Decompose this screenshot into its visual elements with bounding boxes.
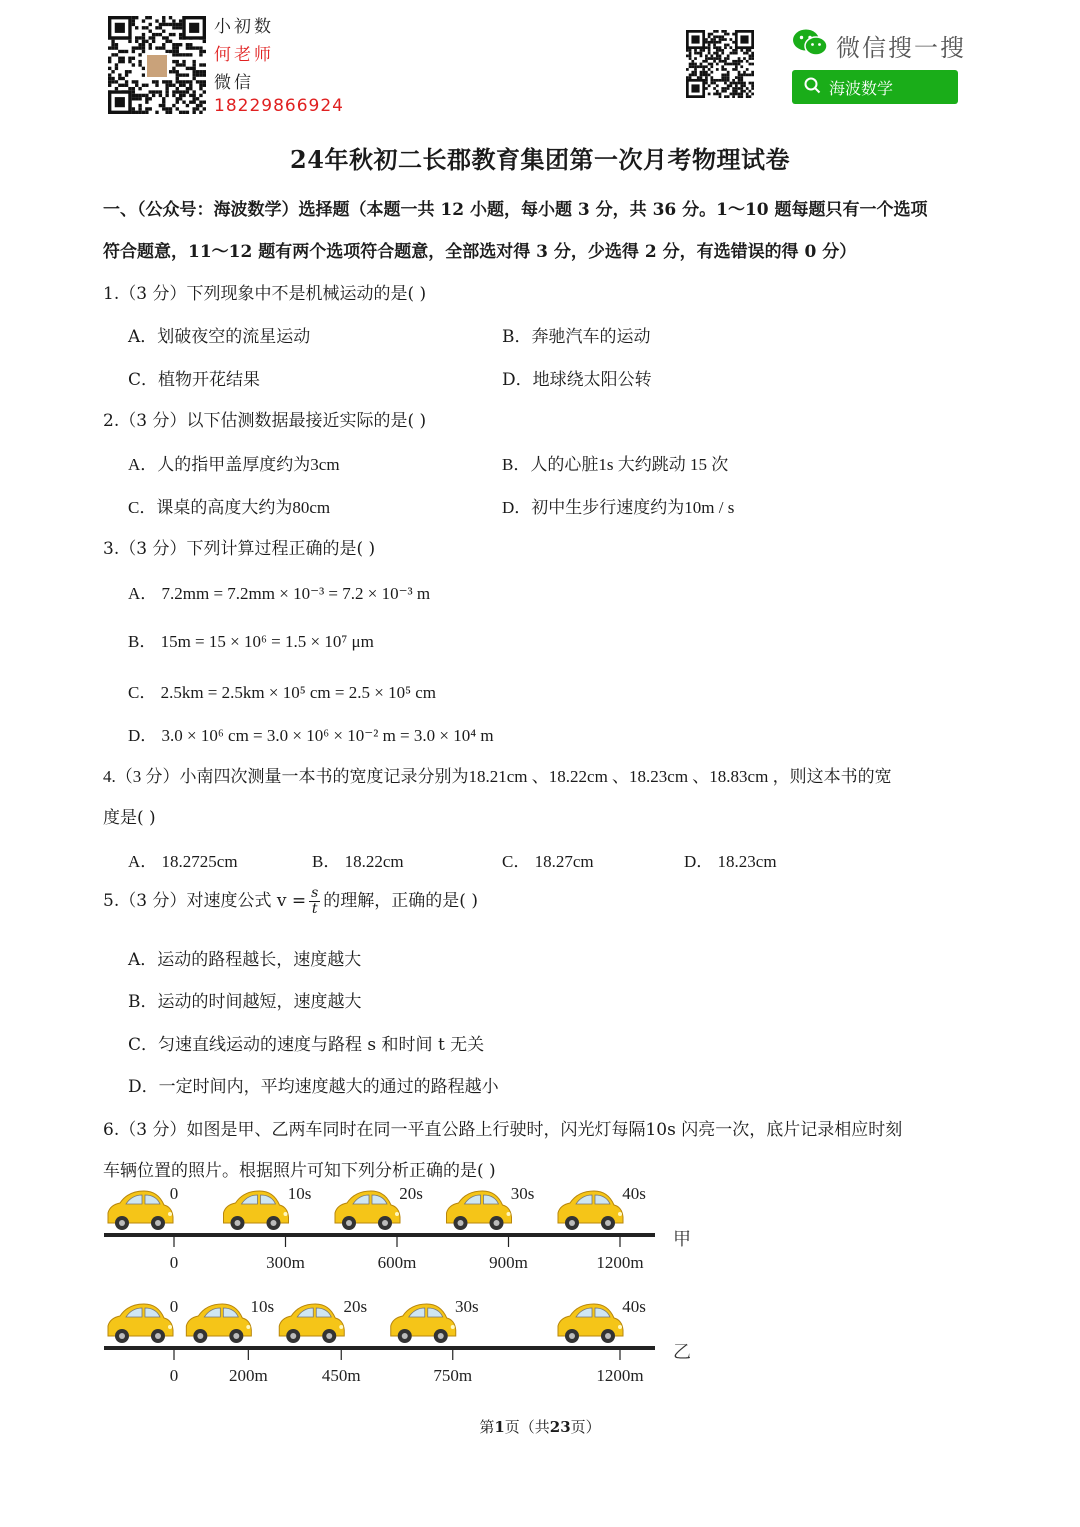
- question-3-option-c: C． 2.5km = 2.5km × 10⁵ cm = 2.5 × 10⁵ cm: [128, 683, 437, 702]
- track-jia-time-label: 30s: [510, 1185, 535, 1203]
- track-jia-distance-label: 900m: [489, 1253, 528, 1272]
- question-2-option-b: B．人的心脏1s 大约跳动 15 次: [502, 455, 729, 474]
- car-motion-figure: [100, 1185, 700, 1395]
- question-5-stem: [103, 886, 478, 917]
- question-6-stem-line2: 车辆位置的照片。根据照片可知下列分析正确的是( ): [103, 1161, 496, 1181]
- question-5-option-d: D．一定时间内，平均速度越大的通过的路程越小: [128, 1077, 499, 1097]
- question-3-option-b: B． 15m = 15 × 10⁶ = 1.5 × 10⁷ μm: [128, 632, 374, 651]
- question-2-stem: 2.（3 分）以下估测数据最接近实际的是( ): [103, 411, 427, 431]
- question-3-option-a: A． 7.2mm = 7.2mm × 10⁻³ = 7.2 × 10⁻³ m: [128, 584, 431, 603]
- track-jia-car: [335, 1191, 400, 1230]
- track-yi-car: [108, 1304, 173, 1343]
- track-yi-time-label: 10s: [250, 1297, 275, 1316]
- track-yi-car: [186, 1304, 251, 1343]
- track-jia-time-label: 0: [169, 1185, 179, 1203]
- question-1-option-d: D．地球绕太阳公转: [502, 370, 652, 390]
- track-yi-distance-label: 1200m: [596, 1366, 644, 1385]
- question-4-option-c: C． 18.27cm: [502, 852, 594, 871]
- track-jia-distance-label: 600m: [377, 1253, 417, 1272]
- track-yi-car: [391, 1304, 456, 1343]
- fraction-denominator: t: [311, 901, 318, 917]
- contact-line-teacher: 何老师: [214, 45, 274, 65]
- question-5-stem-post: 的理解，正确的是( ): [323, 891, 478, 911]
- track-jia-time-label: 20s: [399, 1185, 423, 1203]
- track-yi-distance-label: 450m: [321, 1366, 361, 1385]
- track-yi-distance-label: 750m: [433, 1366, 473, 1385]
- qr-code-left: [108, 16, 206, 114]
- track-yi-time-label: 20s: [343, 1297, 368, 1316]
- question-3-stem: 3.（3 分）下列计算过程正确的是( ): [103, 539, 376, 559]
- question-1-option-c: C．植物开花结果: [128, 370, 261, 390]
- question-5-option-b: B．运动的时间越短，速度越大: [128, 992, 362, 1012]
- track-yi-car: [279, 1304, 344, 1343]
- wechat-logo-icon: [792, 28, 828, 58]
- track-jia-label: 甲: [673, 1229, 691, 1250]
- track-jia-time-label: 10s: [287, 1185, 312, 1203]
- question-6-stem-line1: 6.（3 分）如图是甲、乙两车同时在同一平直公路上行驶时，闪光灯每隔10s 闪亮一次，底片记录相应时刻: [103, 1120, 903, 1140]
- question-5-stem-pre: 5.（3 分）对速度公式 v =: [103, 891, 307, 911]
- question-1-stem: 1.（3 分）下列现象中不是机械运动的是( ): [103, 284, 427, 304]
- search-text: 海波数学: [829, 78, 894, 98]
- page-footer: [0, 1416, 1080, 1437]
- footer-pre: 第: [479, 1418, 495, 1436]
- question-2-option-c: C．课桌的高度大约为80cm: [128, 498, 331, 517]
- contact-phone: 18229866924: [214, 96, 344, 116]
- track-yi-time-label: 40s: [622, 1297, 646, 1316]
- question-4-stem-line2: 度是( ): [103, 808, 156, 828]
- speed-formula-fraction: [309, 886, 320, 917]
- track-jia-car: [224, 1191, 289, 1230]
- question-4-stem-line1: 4.（3 分）小南四次测量一本书的宽度记录分别为18.21cm 、18.22cm 、18.23cm 、18.83cm ，则这本书的宽: [103, 767, 892, 786]
- track-yi-car: [558, 1304, 623, 1343]
- section-header-line1: 一、（公众号：海波数学）选择题（本题一共 12 小题，每小题 3 分，共 36 分。1～10 题每题只有一个选项: [103, 200, 928, 220]
- track-yi-distance-label: 0: [169, 1366, 179, 1385]
- avatar: [146, 54, 168, 78]
- track-yi-label: 乙: [673, 1342, 691, 1363]
- track-jia-time-label: 40s: [622, 1185, 646, 1203]
- track-jia-car: [447, 1191, 512, 1230]
- question-5-option-c: C．匀速直线运动的速度与路程 s 和时间 t 无关: [128, 1035, 485, 1055]
- footer-post: 页）: [570, 1418, 601, 1436]
- contact-line-wechat: 微信: [214, 73, 254, 93]
- question-1-option-a: A．划破夜空的流星运动: [128, 327, 311, 347]
- section-header-line2: 符合题意，11～12 题有两个选项符合题意，全部选对得 3 分，少选得 2 分，有选错误的得 0 分）: [103, 242, 857, 262]
- search-icon: [804, 77, 821, 98]
- question-4-option-b: B． 18.22cm: [312, 852, 404, 871]
- wechat-search-title: 微信搜一搜: [836, 34, 966, 62]
- track-jia-distance-label: 0: [169, 1253, 179, 1272]
- wechat-search-bar[interactable]: [792, 70, 958, 104]
- footer-mid: 页（共: [504, 1418, 550, 1436]
- track-yi-time-label: 0: [169, 1297, 179, 1316]
- question-1-option-b: B．奔驰汽车的运动: [502, 327, 651, 347]
- track-jia-car: [558, 1191, 623, 1230]
- question-3-option-d: D． 3.0 × 10⁶ cm = 3.0 × 10⁶ × 10⁻² m = 3.0 × 10⁴ m: [128, 726, 494, 745]
- track-jia-distance-label: 300m: [266, 1253, 305, 1272]
- track-yi-time-label: 30s: [454, 1297, 479, 1316]
- footer-total-pages: 23: [549, 1418, 571, 1436]
- contact-line-1: 小初数: [214, 17, 274, 37]
- qr-code-right: [686, 30, 754, 98]
- track-jia-distance-label: 1200m: [596, 1253, 644, 1272]
- track-jia-car: [108, 1191, 173, 1230]
- footer-page-number: 1: [494, 1418, 505, 1436]
- question-4-option-d: D． 18.23cm: [684, 852, 777, 871]
- question-4-option-a: A． 18.2725cm: [128, 852, 238, 871]
- question-2-option-d: D．初中生步行速度约为10m / s: [502, 498, 735, 517]
- page-title: 24年秋初二长郡教育集团第一次月考物理试卷: [290, 145, 790, 174]
- fraction-numerator: s: [311, 885, 319, 901]
- question-2-option-a: A．人的指甲盖厚度约为3cm: [128, 455, 340, 474]
- track-yi-distance-label: 200m: [228, 1366, 268, 1385]
- question-5-option-a: A．运动的路程越长，速度越大: [128, 950, 362, 970]
- qr-pattern: [686, 30, 754, 98]
